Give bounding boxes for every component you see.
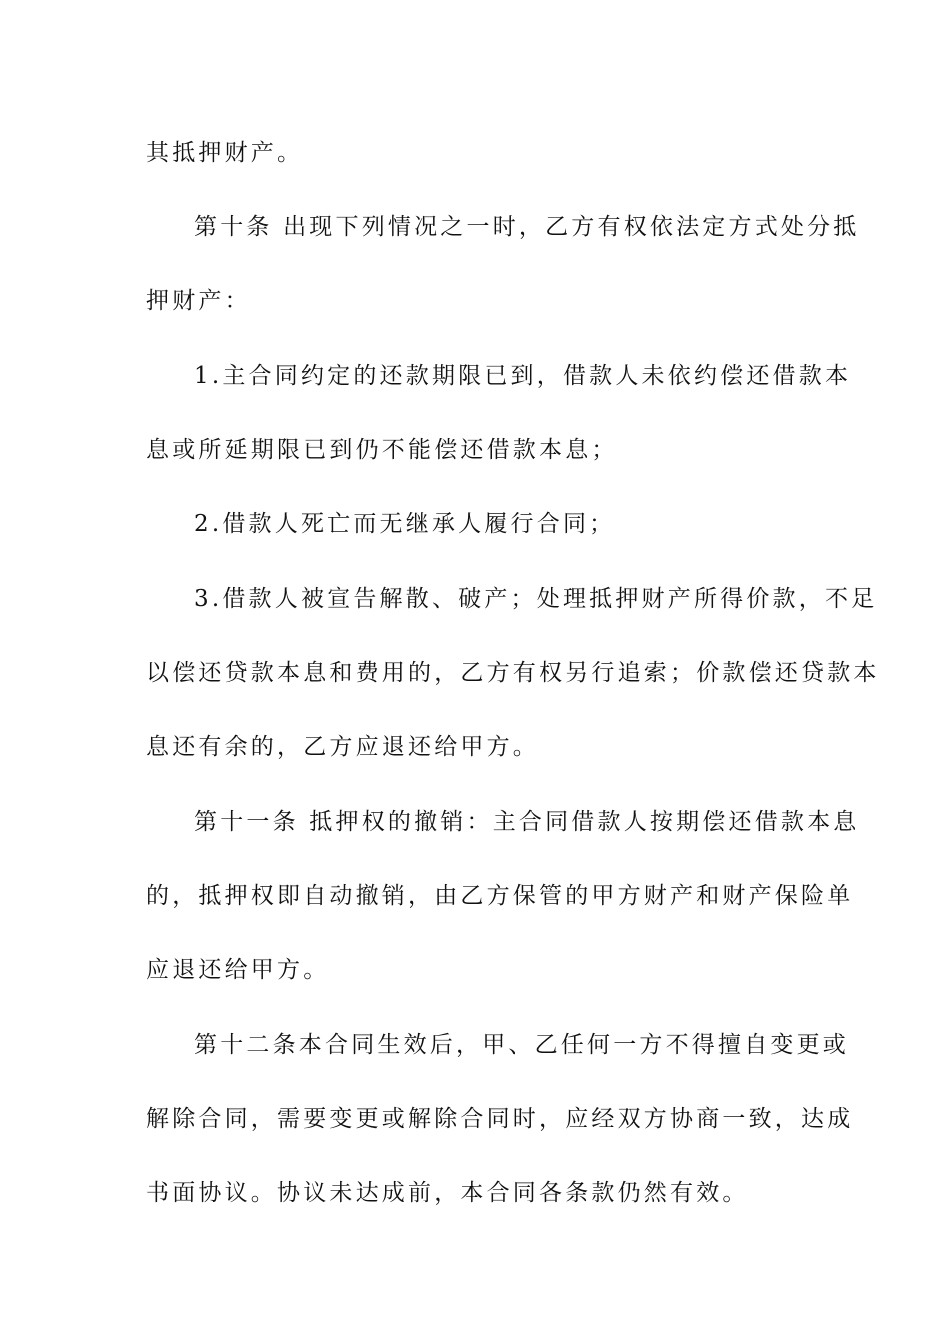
text-line: 书面协议。协议未达成前，本合同各条款仍然有效。 <box>146 1180 749 1206</box>
text-line: 押财产： <box>146 288 251 314</box>
text-line: 息还有余的，乙方应退还给甲方。 <box>146 734 539 760</box>
text-line: 2.借款人死亡而无继承人履行合同； <box>194 511 616 537</box>
text-line: 第十一条 抵押权的撤销：主合同借款人按期偿还借款本息 <box>194 809 860 835</box>
text-line: 1.主合同约定的还款期限已到，借款人未依约偿还借款本 <box>194 363 852 389</box>
text-line: 3.借款人被宣告解散、破产；处理抵押财产所得价款，不足 <box>194 586 878 612</box>
text-line: 第十二条本合同生效后，甲、乙任何一方不得擅自变更或 <box>194 1032 849 1058</box>
text-line: 解除合同，需要变更或解除合同时，应经双方协商一致，达成 <box>146 1106 854 1132</box>
text-line: 以偿还贷款本息和费用的，乙方有权另行追索；价款偿还贷款本 <box>146 660 880 686</box>
text-line: 的，抵押权即自动撤销，由乙方保管的甲方财产和财产保险单 <box>146 883 854 909</box>
text-line: 第十条 出现下列情况之一时，乙方有权依法定方式处分抵 <box>194 214 860 240</box>
text-line: 应退还给甲方。 <box>146 957 330 983</box>
text-line: 息或所延期限已到仍不能偿还借款本息； <box>146 437 618 463</box>
text-line: 其抵押财产。 <box>146 140 304 166</box>
